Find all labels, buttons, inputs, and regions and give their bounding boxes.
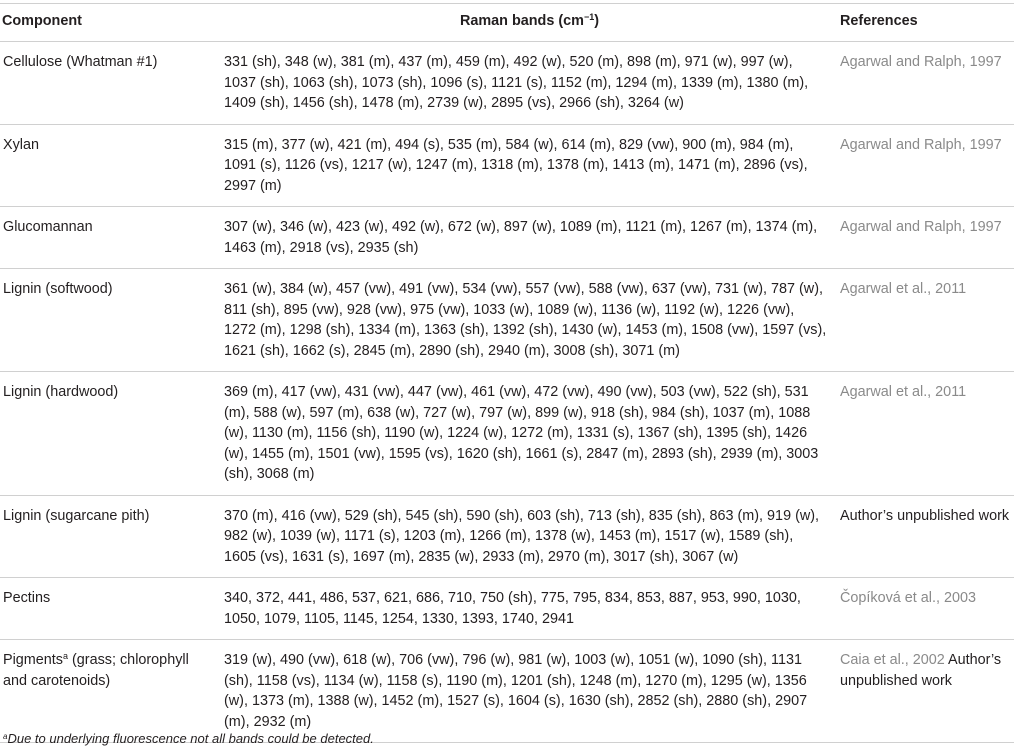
table-row bbox=[0, 372, 1014, 496]
reference-cell bbox=[838, 578, 1014, 640]
bands-cell: 319 (w), 490 (vw), 618 (w), 706 (vw), 796 (w), 981 (w), 1003 (w), 1051 (w), 1090 (sh), 1131 (sh), 1158 (vs), 1134 (w), 1158 (s), 1190 (m), 1201 (sh), 1248 (m), 1270 (m), 1295 (w), 1356 (w), 1373 (m), 1388 (w), 1452 (m), 1527 (s), 1604 (s), 1630 (sh), 2852 (sh), 2880 (sh), 2907 (m), 2932 (m) bbox=[221, 640, 838, 743]
reference-text: Author’s unpublished work bbox=[840, 652, 1002, 689]
reference-cell bbox=[838, 42, 1014, 125]
bands-cell: 361 (w), 384 (w), 457 (vw), 491 (vw), 534 (vw), 557 (vw), 588 (vw), 637 (vw), 731 (w), 787 (w), 811 (sh), 895 (vw), 928 (vw), 975 (vw), 1033 (w), 1089 (w), 1136 (w), 1192 (w), 1226 (vw), 1272 (m), 1298 (sh), 1334 (m), 1363 (sh), 1392 (sh), 1430 (w), 1453 (m), 1508 (vw), 1597 (vs), 1621 (sh), 1662 (s), 2845 (m), 2890 (sh), 2940 (m), 3008 (sh), 3071 (m) bbox=[221, 269, 838, 372]
reference-cell bbox=[838, 269, 1014, 372]
bands-cell: 331 (sh), 348 (w), 381 (m), 437 (m), 459 (m), 492 (w), 520 (m), 898 (m), 971 (w), 997 (w), 1037 (sh), 1063 (sh), 1073 (sh), 1096 (s), 1121 (s), 1152 (m), 1294 (m), 1339 (m), 1380 (m), 1409 (sh), 1456 (sh), 1478 (m), 2739 (w), 2895 (vs), 2966 (sh), 3264 (w) bbox=[221, 42, 838, 125]
bands-cell: 370 (m), 416 (vw), 529 (sh), 545 (sh), 590 (sh), 603 (sh), 713 (sh), 835 (sh), 863 (m), 919 (w), 982 (w), 1039 (w), 1171 (s), 1203 (m), 1266 (m), 1378 (w), 1453 (m), 1517 (w), 1589 (sh), 1605 (vs), 1631 (s), 1697 (m), 2835 (w), 2933 (m), 2970 (m), 3017 (sh), 3067 (w) bbox=[221, 495, 838, 578]
component-cell: Pectins bbox=[0, 578, 221, 640]
header-bands-unit-exponent: −1 bbox=[583, 12, 595, 22]
reference-cell bbox=[838, 640, 1014, 743]
table-header bbox=[0, 4, 1014, 42]
header-bands-close: ) bbox=[594, 13, 599, 29]
component-cell: Xylan bbox=[0, 124, 221, 207]
bands-cell: 315 (m), 377 (w), 421 (m), 494 (s), 535 (m), 584 (w), 614 (m), 829 (vw), 900 (m), 984 (m), 1091 (s), 1126 (vs), 1217 (w), 1247 (m), 1318 (m), 1378 (m), 1413 (m), 1471 (m), 2896 (vs), 2997 (m) bbox=[221, 124, 838, 207]
reference-link[interactable]: Agarwal and Ralph, 1997 bbox=[840, 136, 1002, 153]
reference-link[interactable]: Čopíková et al., 2003 bbox=[840, 590, 977, 606]
header-row bbox=[0, 4, 1014, 42]
bands-cell: 307 (w), 346 (w), 423 (w), 492 (w), 672 (w), 897 (w), 1089 (m), 1121 (m), 1267 (m), 1374 (m), 1463 (m), 2918 (vs), 2935 (sh) bbox=[221, 207, 838, 269]
header-bands-text: Raman bands (cm bbox=[459, 13, 584, 29]
reference-text: Author’s unpublished work bbox=[840, 507, 1010, 524]
component-cell bbox=[0, 640, 221, 743]
reference-cell bbox=[838, 207, 1014, 269]
component-qualifier: (grass; chlorophyll and carotenoids) bbox=[3, 652, 189, 689]
table-row bbox=[0, 124, 1014, 207]
table-row bbox=[0, 640, 1014, 743]
table-row bbox=[0, 207, 1014, 269]
bands-cell: 369 (m), 417 (vw), 431 (vw), 447 (vw), 461 (vw), 472 (vw), 490 (vw), 503 (vw), 522 (sh), 531 (m), 588 (w), 597 (m), 638 (w), 727 (w), 797 (w), 899 (w), 918 (sh), 984 (sh), 1037 (m), 1088 (w), 1130 (m), 1156 (sh), 1190 (w), 1224 (w), 1272 (m), 1331 (s), 1367 (sh), 1395 (sh), 1426 (w), 1455 (m), 1501 (vw), 1595 (vs), 1620 (sh), 1661 (s), 2847 (m), 2893 (sh), 2939 (m), 3003 (sh), 3068 (m) bbox=[221, 372, 838, 496]
component-cell: Lignin (sugarcane pith) bbox=[0, 495, 221, 578]
component-cell: Lignin (hardwood) bbox=[0, 372, 221, 496]
component-cell: Lignin (softwood) bbox=[0, 269, 221, 372]
raman-bands-table bbox=[0, 3, 1014, 743]
table-row bbox=[0, 495, 1014, 578]
reference-link[interactable]: Agarwal et al., 2011 bbox=[840, 384, 967, 400]
table-row bbox=[0, 42, 1014, 125]
header-references: References bbox=[838, 4, 1014, 42]
table-row bbox=[0, 269, 1014, 372]
table-footnote bbox=[3, 731, 374, 746]
component-name: Pigments bbox=[3, 652, 63, 668]
bands-cell: 340, 372, 441, 486, 537, 621, 686, 710, 750 (sh), 775, 795, 834, 853, 887, 953, 990, 1030, 1050, 1079, 1105, 1145, 1254, 1330, 1393, 1740, 2941 bbox=[221, 578, 838, 640]
footnote-marker: a bbox=[3, 732, 8, 741]
footnote-text: Due to underlying fluorescence not all bands could be detected. bbox=[7, 731, 374, 746]
table-body bbox=[0, 42, 1014, 743]
reference-cell bbox=[838, 495, 1014, 578]
footnote-marker: a bbox=[63, 651, 69, 661]
reference-cell bbox=[838, 124, 1014, 207]
component-cell: Glucomannan bbox=[0, 207, 221, 269]
reference-link[interactable]: Agarwal and Ralph, 1997 bbox=[840, 54, 1002, 70]
table-row bbox=[0, 578, 1014, 640]
reference-cell bbox=[838, 372, 1014, 496]
header-component: Component bbox=[0, 4, 221, 42]
reference-link[interactable]: Agarwal et al., 2011 bbox=[840, 281, 967, 297]
header-raman-bands bbox=[221, 4, 838, 42]
reference-link[interactable]: Caia et al., 2002 bbox=[840, 652, 945, 668]
reference-link[interactable]: Agarwal and Ralph, 1997 bbox=[840, 219, 1002, 235]
component-cell: Cellulose (Whatman #1) bbox=[0, 42, 221, 125]
